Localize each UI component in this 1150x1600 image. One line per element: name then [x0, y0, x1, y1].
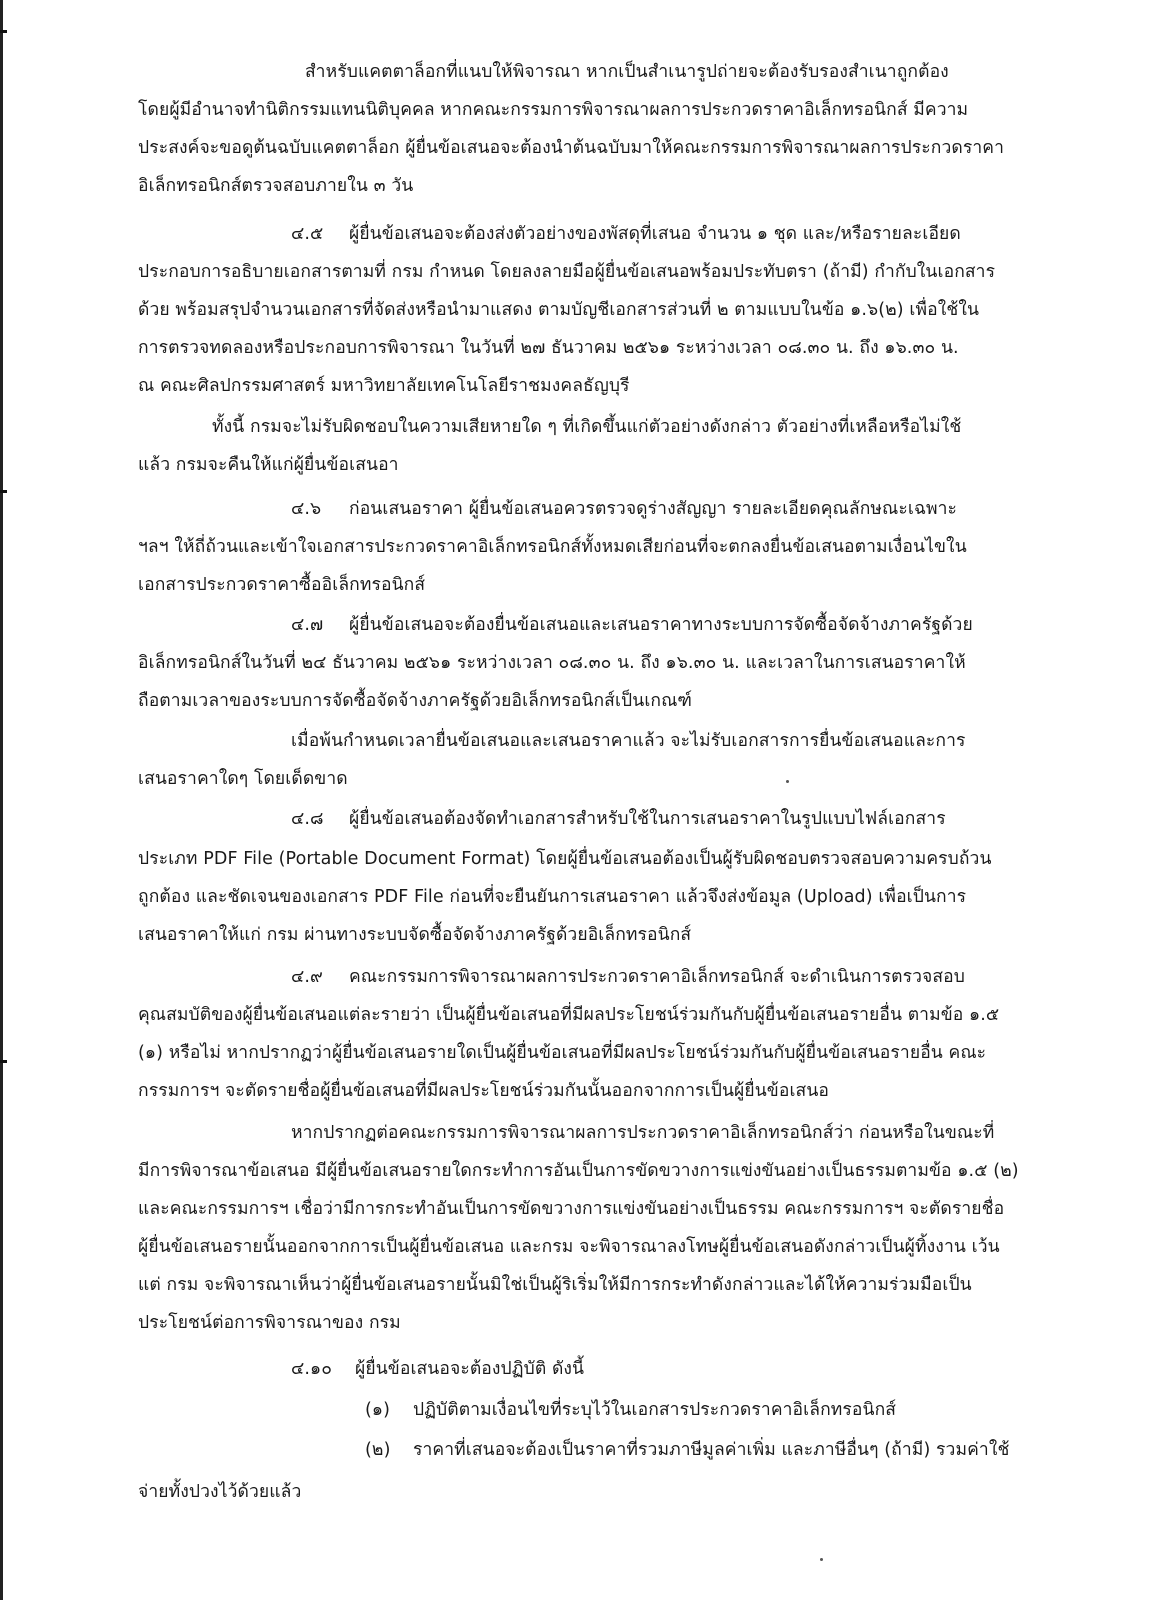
text-line: ประสงค์จะขอดูต้นฉบับแคตตาล็อก ผู้ยื่นข้อเสนอจะต้องนำต้นฉบับมาให้คณะกรรมการพิจารณาผลการประกวดราคา [138, 138, 1005, 158]
item-number: (๑) [365, 1400, 391, 1420]
text-line: ประเภท PDF File (Portable Document Format) โดยผู้ยื่นข้อเสนอต้องเป็นผู้รับผิดชอบตรวจสอบความครบถ้วน [138, 849, 992, 869]
text-line: ณ คณะศิลปกรรมศาสตร์ มหาวิทยาลัยเทคโนโลยีราชมงคลธัญบุรี [138, 376, 630, 396]
section-4-5 [291, 222, 961, 246]
section-4-7 [291, 613, 973, 637]
scan-edge-mark [0, 490, 7, 493]
scan-left-edge [0, 0, 3, 1600]
section-4-8 [291, 807, 946, 831]
section-4-6 [291, 497, 957, 521]
text-line: คณะกรรมการพิจารณาผลการประกวดราคาอิเล็กทรอนิกส์ จะดำเนินการตรวจสอบ [349, 967, 966, 987]
section-number: ๔.๖ [291, 499, 322, 519]
text-line: ถือตามเวลาของระบบการจัดซื้อจัดจ้างภาครัฐด้วยอิเล็กทรอนิกส์เป็นเกณฑ์ [138, 691, 693, 711]
scan-edge-mark [0, 1060, 7, 1063]
text-line: ก่อนเสนอราคา ผู้ยื่นข้อเสนอควรตรวจดูร่างสัญญา รายละเอียดคุณลักษณะเฉพาะ [349, 499, 958, 519]
text-line: เสนอราคาใดๆ โดยเด็ดขาด [138, 769, 348, 789]
text-line: ทั้งนี้ กรมจะไม่รับผิดชอบในความเสียหายใด ๆ ที่เกิดขึ้นแก่ตัวอย่างดังกล่าว ตัวอย่างที่เหลือหรือไม่ใช้ [212, 417, 962, 437]
section-number: ๔.๙ [291, 967, 323, 987]
text-line: มีการพิจารณาข้อเสนอ มีผู้ยื่นข้อเสนอรายใดกระทำการอันเป็นการขัดขวางการแข่งขันอย่างเป็นธรรมตามข้อ ๑.๕ (๒) [138, 1161, 1019, 1181]
text-line: ราคาที่เสนอจะต้องเป็นราคาที่รวมภาษีมูลค่าเพิ่ม และภาษีอื่นๆ (ถ้ามี) รวมค่าใช้ [413, 1440, 1010, 1460]
text-line: แต่ กรม จะพิจารณาเห็นว่าผู้ยื่นข้อเสนอรายนั้นมิใช่เป็นผู้ริเริ่มให้มีการกระทำดังกล่าวและได้ให้ความร่วมมือเป็น [138, 1275, 972, 1295]
text-line: ประโยชน์ต่อการพิจารณาของ กรม [138, 1313, 401, 1333]
text-line: ประกอบการอธิบายเอกสารตามที่ กรม กำหนด โดยลงลายมือผู้ยื่นข้อเสนอพร้อมประทับตรา (ถ้ามี) กำกับในเอกสาร [138, 262, 996, 282]
section-number: ๔.๑๐ [291, 1359, 332, 1379]
section-4-9 [291, 965, 965, 989]
text-line: การตรวจทดลองหรือประกอบการพิจารณา ในวันที่ ๒๗ ธันวาคม ๒๕๖๑ ระหว่างเวลา ๐๘.๓๐ น. ถึง ๑๖.๓๐ น. [138, 338, 959, 358]
text-line: อิเล็กทรอนิกส์ตรวจสอบภายใน ๓ วัน [138, 176, 414, 196]
text-line: ถูกต้อง และชัดเจนของเอกสาร PDF File ก่อนที่จะยืนยันการเสนอราคา แล้วจึงส่งข้อมูล (Upload) เพื่อเป็นการ [138, 887, 967, 907]
list-item-1 [365, 1398, 896, 1422]
scan-edge-mark [0, 30, 7, 33]
text-line: ผู้ยื่นข้อเสนอจะต้องยื่นข้อเสนอและเสนอราคาทางระบบการจัดซื้อจัดจ้างภาครัฐด้วย [349, 615, 973, 635]
text-line: และคณะกรรมการฯ เชื่อว่ามีการกระทำอันเป็นการขัดขวางการแข่งขันอย่างเป็นธรรม คณะกรรมการฯ จะตัดรายชื่อ [138, 1199, 1005, 1219]
text-line: ฯลฯ ให้ถี่ถ้วนและเข้าใจเอกสารประกวดราคาอิเล็กทรอนิกส์ทั้งหมดเสียก่อนที่จะตกลงยื่นข้อเสนอตามเงื่อนไขใน [138, 537, 967, 557]
text-line: ผู้ยื่นข้อเสนอรายนั้นออกจากการเป็นผู้ยื่นข้อเสนอ และกรม จะพิจารณาลงโทษผู้ยื่นข้อเสนอดังกล่าวเป็นผู้ทิ้งงาน เว้น [138, 1237, 1000, 1257]
scan-speck [786, 780, 789, 783]
section-number: ๔.๗ [291, 615, 324, 635]
text-line: หากปรากฏต่อคณะกรรมการพิจารณาผลการประกวดราคาอิเล็กทรอนิกส์ว่า ก่อนหรือในขณะที่ [291, 1123, 995, 1143]
section-number: ๔.๕ [291, 224, 324, 244]
text-line: ผู้ยื่นข้อเสนอต้องจัดทำเอกสารสำหรับใช้ในการเสนอราคาในรูปแบบไฟล์เอกสาร [349, 809, 946, 829]
text-line: ผู้ยื่นข้อเสนอจะต้องปฏิบัติ ดังนี้ [355, 1359, 585, 1379]
text-line: เสนอราคาให้แก่ กรม ผ่านทางระบบจัดซื้อจัดจ้างภาครัฐด้วยอิเล็กทรอนิกส์ [138, 925, 692, 945]
text-line: ปฏิบัติตามเงื่อนไขที่ระบุไว้ในเอกสารประกวดราคาอิเล็กทรอนิกส์ [413, 1400, 897, 1420]
text-line: อิเล็กทรอนิกส์ในวันที่ ๒๔ ธันวาคม ๒๕๖๑ ระหว่างเวลา ๐๘.๓๐ น. ถึง ๑๖.๓๐ น. และเวลาในการเสนอราคาให้ [138, 653, 966, 673]
scan-speck [820, 1558, 823, 1561]
section-number: ๔.๘ [291, 809, 324, 829]
text-line: เอกสารประกวดราคาซื้ออิเล็กทรอนิกส์ [138, 575, 426, 595]
text-line: (๑) หรือไม่ หากปรากฏว่าผู้ยื่นข้อเสนอรายใดเป็นผู้ยื่นข้อเสนอที่มีผลประโยชน์ร่วมกันกับผู้ยื่นข้อเสนอรายอื่น คณะ [138, 1043, 987, 1063]
item-number: (๒) [365, 1440, 391, 1460]
text-line: สำหรับแคตตาล็อกที่แนบให้พิจารณา หากเป็นสำเนารูปถ่ายจะต้องรับรองสำเนาถูกต้อง [305, 62, 949, 82]
text-line: จ่ายทั้งปวงไว้ด้วยแล้ว [138, 1482, 302, 1502]
text-line: แล้ว กรมจะคืนให้แก่ผู้ยื่นข้อเสนอา [138, 455, 399, 475]
text-line: กรรมการฯ จะตัดรายชื่อผู้ยื่นข้อเสนอที่มีผลประโยชน์ร่วมกันนั้นออกจากการเป็นผู้ยื่นข้อเสนอ [138, 1081, 830, 1101]
text-line: ผู้ยื่นข้อเสนอจะต้องส่งตัวอย่างของพัสดุที่เสนอ จำนวน ๑ ชุด และ/หรือรายละเอียด [349, 224, 961, 244]
text-line: ด้วย พร้อมสรุปจำนวนเอกสารที่จัดส่งหรือนำมาแสดง ตามบัญชีเอกสารส่วนที่ ๒ ตามแบบในข้อ ๑.๖(๒) เพื่อใช้ใน [138, 300, 980, 320]
text-line: คุณสมบัติของผู้ยื่นข้อเสนอแต่ละรายว่า เป็นผู้ยื่นข้อเสนอที่มีผลประโยชน์ร่วมกันกับผู้ยื่นข้อเสนอรายอื่น ตามข้อ ๑.๕ [138, 1005, 1000, 1025]
section-4-10 [291, 1357, 584, 1381]
list-item-2 [365, 1438, 1009, 1462]
text-line: โดยผู้มีอำนาจทำนิติกรรมแทนนิติบุคคล หากคณะกรรมการพิจารณาผลการประกวดราคาอิเล็กทรอนิกส์ มีความ [138, 100, 969, 120]
text-line: เมื่อพ้นกำหนดเวลายื่นข้อเสนอและเสนอราคาแล้ว จะไม่รับเอกสารการยื่นข้อเสนอและการ [291, 731, 966, 751]
